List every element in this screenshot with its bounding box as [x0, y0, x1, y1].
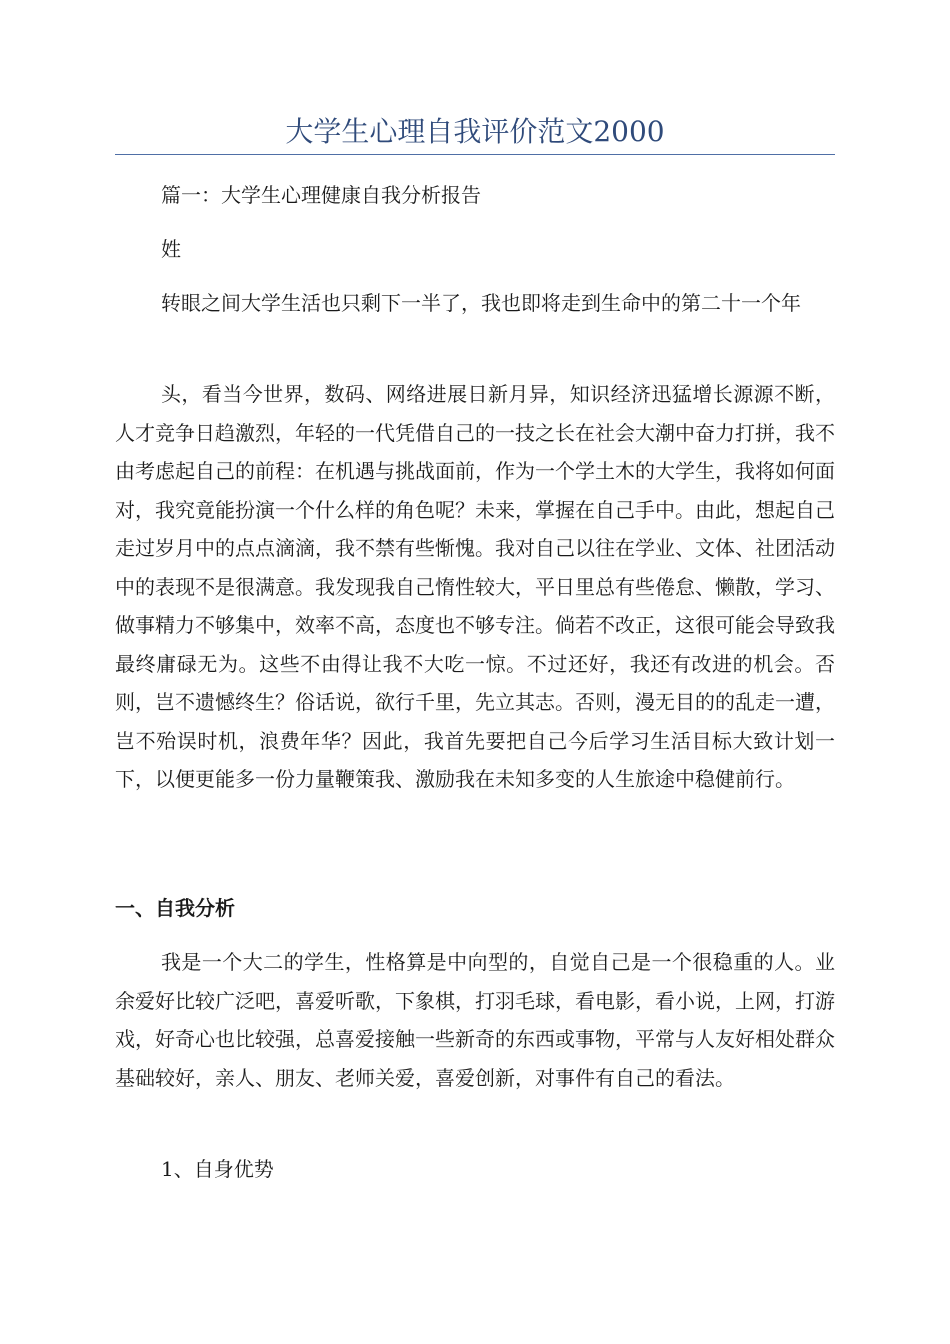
- paragraph-2: 头，看当今世界，数码、网络进展日新月异，知识经济迅猛增长源源不断，人才竞争日趋激烈，年轻的一代凭借自己的一技之长在社会大潮中奋力打拼，我不由考虑起自己的前程：在机遇与挑战面前，作为一个学土木的大学生，我将如何面对，我究竟能扮演一个什么样的角色呢？未来，掌握在自己手中。由此，想起自己走过岁月中的点点滴滴，我不禁有些惭愧。我对自己以往在学业、文体、社团活动中的表现不是很满意。我发现我自己惰性较大，平日里总有些倦怠、懒散，学习、做事精力不够集中，效率不高，态度也不够专注。倘若不改正，这很可能会导致我最终庸碌无为。这些不由得让我不大吃一惊。不过还好，我还有改进的机会。否则，岂不遗憾终生？俗话说，欲行千里，先立其志。否则，漫无目的的乱走一遭，岂不殆误时机，浪费年华？因此，我首先要把自己今后学习生活目标大致计划一下，以便更能多一份力量鞭策我、激励我在未知多变的人生旅途中稳健前行。: [115, 382, 835, 791]
- paragraph-1: 转眼之间大学生活也只剩下一半了，我也即将走到生命中的第二十一个年: [161, 291, 801, 315]
- title-underline: [115, 154, 835, 155]
- subsection-heading-strengths: 1、自身优势: [161, 1157, 274, 1181]
- paragraph-3: 我是一个大二的学生，性格算是中向型的，自觉自己是一个很稳重的人。业余爱好比较广泛吧，喜爱听歌，下象棋，打羽毛球，看电影，看小说，上网，打游戏，好奇心也比较强，总喜爱接触一些新奇的东西或事物，平常与人友好相处群众基础较好，亲人、朋友、老师关爱，喜爱创新，对事件有自己的看法。: [115, 950, 835, 1090]
- name-label: 姓: [161, 237, 181, 261]
- document-subtitle: 篇一：大学生心理健康自我分析报告: [161, 183, 481, 207]
- section-heading-self-analysis: 一、自我分析: [115, 896, 235, 920]
- document-title: 大学生心理自我评价范文2000: [285, 115, 665, 148]
